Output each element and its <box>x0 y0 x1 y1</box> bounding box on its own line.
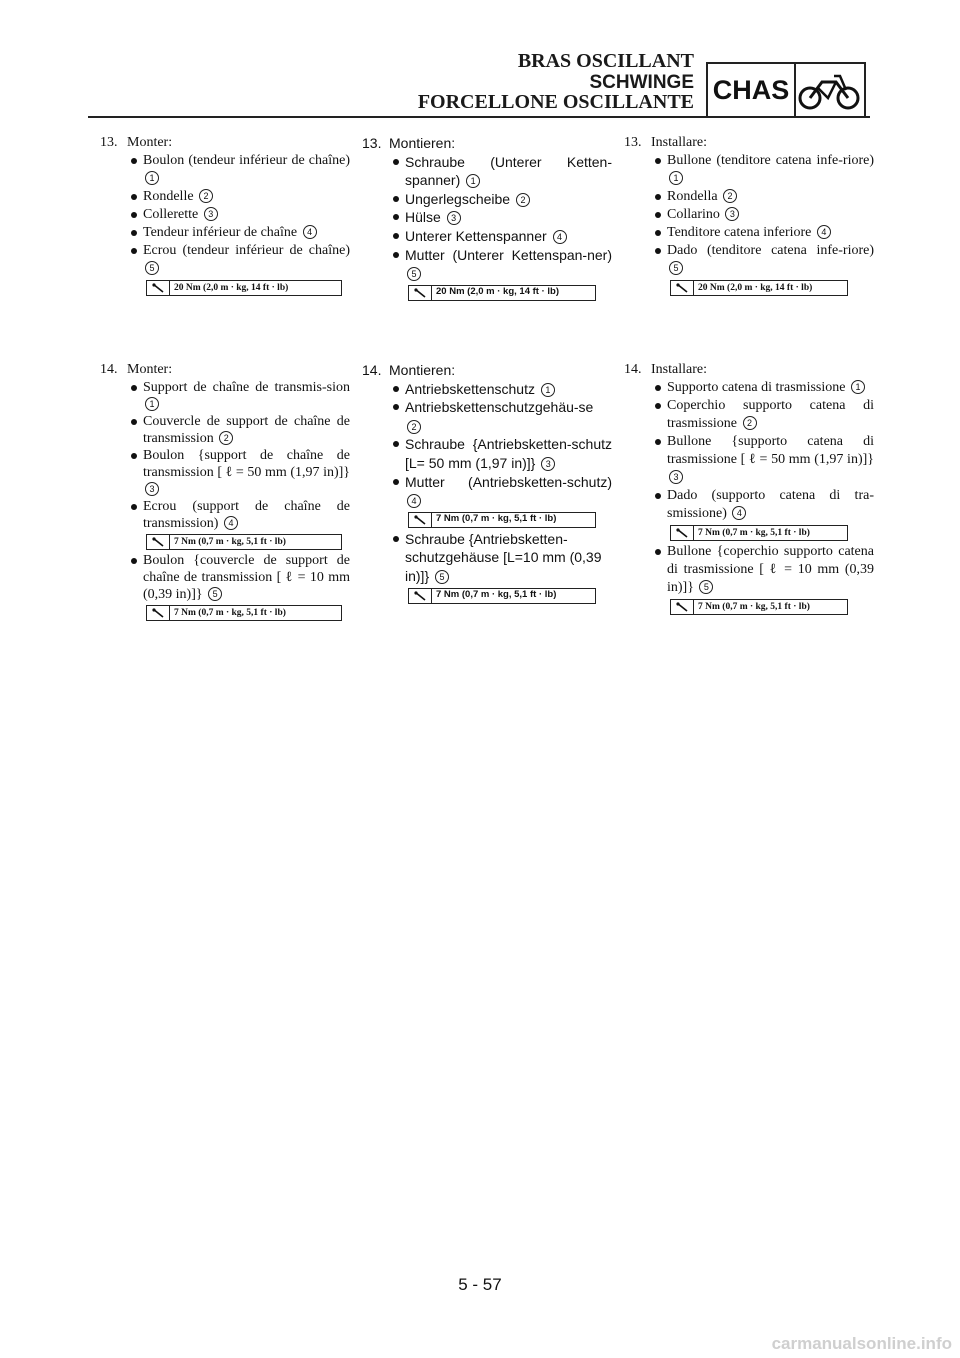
header-title-it: FORCELLONE OSCILLANTE <box>417 91 694 113</box>
list-item: Antriebskettenschutz 1 <box>389 380 612 399</box>
list-item: Mutter (Unterer Kettenspan-ner) 5 <box>389 246 612 283</box>
section-label: CHAS <box>708 64 796 116</box>
wrench-icon <box>147 606 170 620</box>
wrench-icon <box>147 535 170 549</box>
list-item: Support de chaîne de transmis-sion 1 <box>127 379 350 413</box>
list-item: Supporto catena di trasmissione 1 <box>651 379 874 397</box>
list-item: Dado (tenditore catena infe-riore) 5 <box>651 242 874 278</box>
torque-spec: 7 Nm (0,7 m · kg, 5,1 ft · lb) <box>146 605 342 621</box>
step-13-it: 13. Installare: <box>624 135 707 150</box>
list-item: Rondella 2 <box>651 188 874 206</box>
wrench-icon <box>409 513 432 527</box>
list-item: Schraube {Antriebsketten-schutzgehäuse [L=10 mm (0,39 in)]} 5 <box>389 530 612 586</box>
page-number: 5 - 57 <box>458 1275 502 1294</box>
column-french <box>100 134 350 298</box>
torque-spec: 20 Nm (2,0 m · kg, 14 ft · lb) <box>146 280 342 296</box>
column-french-14 <box>100 361 350 623</box>
list-item: Rondelle 2 <box>127 188 350 206</box>
list-item: Coperchio supporto catena di trasmissione 2 <box>651 397 874 433</box>
list-item: Collerette 3 <box>127 206 350 224</box>
step-14-de: 14. Montieren: <box>362 362 456 378</box>
list-item: Mutter (Antriebsketten-schutz) 4 <box>389 473 612 510</box>
wrench-icon <box>409 286 432 300</box>
section-badge <box>706 62 866 118</box>
torque-spec: 7 Nm (0,7 m · kg, 5,1 ft · lb) <box>408 588 596 604</box>
wrench-icon <box>409 589 432 603</box>
list-item: Hülse 3 <box>389 208 612 227</box>
list-item: Couvercle de support de chaîne de transmission 2 <box>127 413 350 447</box>
column-italian <box>624 134 874 298</box>
list-item: Schraube {Antriebsketten-schutz [L= 50 mm (1,97 in)]} 3 <box>389 435 612 472</box>
list-item: Bullone {coperchio supporto catena di trasmissione [ ℓ = 10 mm (0,39 in)]} 5 <box>651 543 874 597</box>
torque-spec: 20 Nm (2,0 m · kg, 14 ft · lb) <box>670 280 848 296</box>
step-14-it: 14. Installare: <box>624 362 707 377</box>
list-item: Tendeur inférieur de chaîne 4 <box>127 224 350 242</box>
torque-spec: 7 Nm (0,7 m · kg, 5,1 ft · lb) <box>670 525 848 541</box>
header-title-fr: BRAS OSCILLANT <box>517 50 694 72</box>
watermark: carmanualsonline.info <box>771 1334 952 1353</box>
wrench-icon <box>671 600 694 614</box>
list-item: Boulon {couvercle de support de chaîne de transmission [ ℓ = 10 mm (0,39 in)]} 5 <box>127 552 350 603</box>
column-german-14 <box>362 361 612 606</box>
torque-spec: 7 Nm (0,7 m · kg, 5,1 ft · lb) <box>670 599 848 615</box>
step-13-de: 13. Montieren: <box>362 135 456 151</box>
list-item: Boulon (tendeur inférieur de chaîne) 1 <box>127 152 350 188</box>
wrench-icon <box>671 281 694 295</box>
wrench-icon <box>147 281 170 295</box>
list-item: Schraube (Unterer Ketten-spanner) 1 <box>389 153 612 190</box>
list-item: Dado (supporto catena di tra-smissione) 4 <box>651 487 874 523</box>
wrench-icon <box>671 526 694 540</box>
torque-spec: 20 Nm (2,0 m · kg, 14 ft · lb) <box>408 285 596 301</box>
list-item: Ecrou (support de chaîne de transmission) 4 <box>127 498 350 532</box>
torque-spec: 7 Nm (0,7 m · kg, 5,1 ft · lb) <box>408 512 596 528</box>
step-13-fr: 13. Monter: <box>100 135 173 150</box>
list-item: Tenditore catena inferiore 4 <box>651 224 874 242</box>
list-item: Bullone (tenditore catena infe-riore) 1 <box>651 152 874 188</box>
motorcycle-icon <box>796 68 862 114</box>
step-14-fr: 14. Monter: <box>100 362 173 377</box>
list-item: Bullone {supporto catena di trasmissione [ ℓ = 50 mm (1,97 in)]} 3 <box>651 433 874 487</box>
list-item: Ungerlegscheibe 2 <box>389 190 612 209</box>
column-german <box>362 134 612 303</box>
header-title-de: SCHWINGE <box>589 72 694 93</box>
list-item: Boulon {support de chaîne de transmission [ ℓ = 50 mm (1,97 in)]} 3 <box>127 447 350 498</box>
torque-spec: 7 Nm (0,7 m · kg, 5,1 ft · lb) <box>146 534 342 550</box>
list-item: Ecrou (tendeur inférieur de chaîne) 5 <box>127 242 350 278</box>
column-italian-14 <box>624 361 874 617</box>
list-item: Collarino 3 <box>651 206 874 224</box>
list-item: Unterer Kettenspanner 4 <box>389 227 612 246</box>
list-item: Antriebskettenschutzgehäu-se 2 <box>389 398 612 435</box>
